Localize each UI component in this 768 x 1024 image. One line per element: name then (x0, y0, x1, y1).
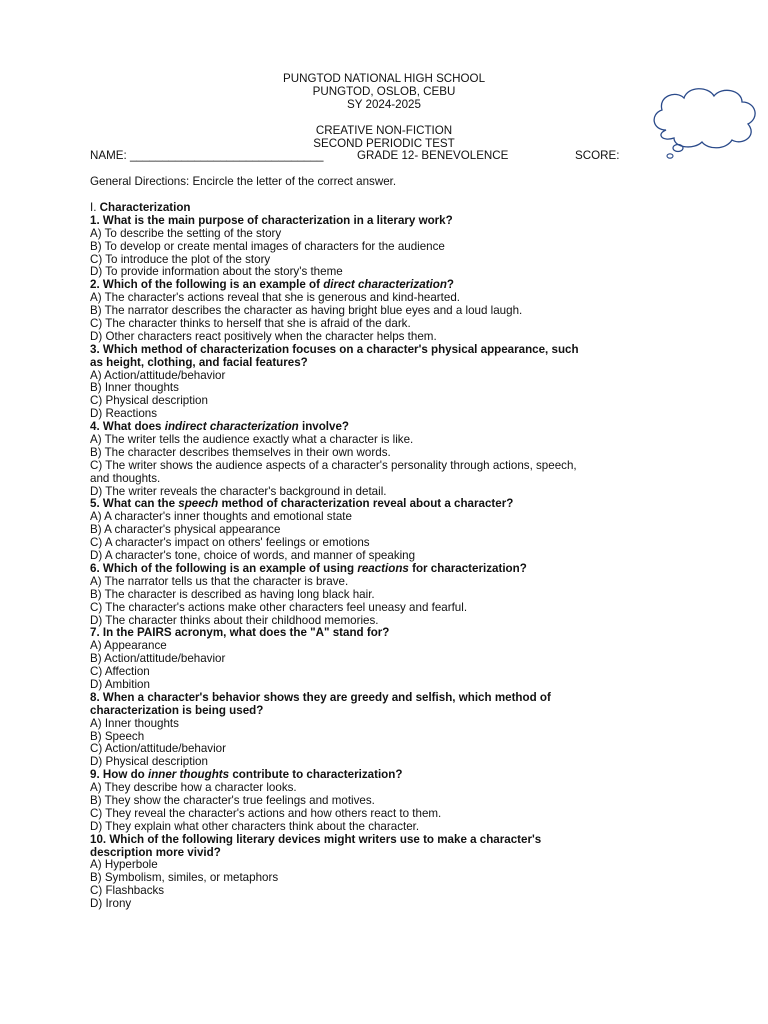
question-text: 1. What is the main purpose of characterization in a literary work? (90, 213, 453, 227)
question-text: 7. In the PAIRS acronym, what does the "A" stand for? (90, 626, 390, 640)
question-item (90, 769, 690, 833)
answer-choice[interactable]: C) Action/attitude/behavior (90, 742, 226, 756)
answer-choice[interactable]: C) The writer shows the audience aspects of a character's personality through actions, speech, (90, 458, 577, 472)
answer-choice[interactable]: D) They explain what other characters think about the character. (90, 819, 420, 833)
school-year: SY 2024-2025 (347, 98, 421, 111)
answer-choice[interactable]: A) The writer tells the audience exactly what a character is like. (90, 433, 414, 447)
answer-choice[interactable]: D) Physical description (90, 755, 208, 769)
general-directions: General Directions: Encircle the letter of the correct answer. (90, 175, 397, 188)
subject-title: CREATIVE NON-FICTION (315, 124, 453, 137)
answer-choice[interactable]: D) Ambition (90, 677, 150, 691)
answer-choice[interactable]: and thoughts. (90, 471, 161, 485)
answer-choice[interactable]: B) The character is described as having long black hair. (90, 587, 375, 601)
answer-choice[interactable]: B) They show the character's true feelings and motives. (90, 793, 375, 807)
question-text: 9. How do inner thoughts contribute to characterization? (90, 768, 403, 782)
question-item (90, 279, 690, 343)
answer-choice[interactable]: D) Irony (90, 897, 132, 911)
answer-choice[interactable]: B) Inner thoughts (90, 381, 179, 395)
answer-choice[interactable]: B) Action/attitude/behavior (90, 652, 226, 666)
answer-choice[interactable]: D) The writer reveals the character's background in detail. (90, 484, 387, 498)
question-text: 6. Which of the following is an example of using reactions for characterization? (90, 561, 527, 575)
question-text: 10. Which of the following literary devices might writers use to make a character's (90, 832, 542, 846)
grade-section: GRADE 12- BENEVOLENCE (357, 149, 509, 162)
question-text: characterization is being used? (90, 703, 264, 717)
question-text: 8. When a character's behavior shows they are greedy and selfish, which method of (90, 690, 551, 704)
question-text: 4. What does indirect characterization involve? (90, 420, 350, 434)
answer-choice[interactable]: B) The character describes themselves in their own words. (90, 445, 391, 459)
question-text: 3. Which method of characterization focuses on a character's physical appearance, such (90, 342, 579, 356)
name-label: NAME: ______________________________ (90, 149, 324, 162)
answer-choice[interactable]: A) Hyperbole (90, 858, 158, 872)
answer-choice[interactable]: D) Other characters react positively when the character helps them. (90, 329, 437, 343)
answer-choice[interactable]: C) Physical description (90, 394, 208, 408)
question-item (90, 563, 690, 627)
answer-choice[interactable]: D) To provide information about the story's theme (90, 265, 343, 279)
question-item (90, 498, 690, 562)
question-item (90, 627, 690, 691)
answer-choice[interactable]: D) The character thinks about their childhood memories. (90, 613, 379, 627)
school-address: PUNGTOD, OSLOB, CEBU (312, 85, 456, 98)
answer-choice[interactable]: B) Speech (90, 729, 145, 743)
questions-content (90, 202, 690, 911)
test-title: SECOND PERIODIC TEST (313, 137, 455, 150)
answer-choice[interactable]: B) Symbolism, similes, or metaphors (90, 871, 279, 885)
school-name: PUNGTOD NATIONAL HIGH SCHOOL (282, 72, 486, 85)
question-item (90, 692, 690, 769)
answer-choice[interactable]: A) Inner thoughts (90, 716, 179, 730)
answer-choice[interactable]: C) A character's impact on others' feelings or emotions (90, 536, 370, 550)
question-list (90, 215, 690, 911)
answer-choice[interactable]: B) The narrator describes the character as having bright blue eyes and a loud laugh. (90, 304, 523, 318)
answer-choice[interactable]: A) Action/attitude/behavior (90, 368, 226, 382)
answer-choice[interactable]: A) The narrator tells us that the character is brave. (90, 574, 349, 588)
student-info-line (90, 150, 730, 163)
question-item (90, 215, 690, 279)
section-heading: I. Characterization (90, 201, 191, 214)
question-text: 5. What can the speech method of characterization reveal about a character? (90, 497, 514, 511)
answer-choice[interactable]: B) To develop or create mental images of characters for the audience (90, 239, 445, 253)
answer-choice[interactable]: D) Reactions (90, 407, 158, 421)
score-label: SCORE: (575, 149, 620, 162)
question-text: as height, clothing, and facial features? (90, 355, 308, 369)
name-blank[interactable]: ______________________________ (129, 149, 324, 162)
answer-choice[interactable]: B) A character's physical appearance (90, 523, 281, 537)
answer-choice[interactable]: C) Flashbacks (90, 884, 165, 898)
question-item (90, 421, 690, 498)
answer-choice[interactable]: A) They describe how a character looks. (90, 781, 297, 795)
question-item (90, 344, 690, 421)
answer-choice[interactable]: A) To describe the setting of the story (90, 226, 282, 240)
question-text: description more vivid? (90, 845, 221, 859)
answer-choice[interactable]: C) The character's actions make other characters feel uneasy and fearful. (90, 600, 468, 614)
answer-choice[interactable]: A) A character's inner thoughts and emotional state (90, 510, 352, 524)
answer-choice[interactable]: A) Appearance (90, 639, 167, 653)
answer-choice[interactable]: C) To introduce the plot of the story (90, 252, 271, 266)
answer-choice[interactable]: C) The character thinks to herself that she is afraid of the dark. (90, 317, 411, 331)
answer-choice[interactable]: D) A character's tone, choice of words, and manner of speaking (90, 549, 416, 563)
question-text: 2. Which of the following is an example of direct characterization? (90, 278, 454, 292)
answer-choice[interactable]: C) They reveal the character's actions and how others react to them. (90, 806, 442, 820)
answer-choice[interactable]: C) Affection (90, 665, 150, 679)
question-item (90, 834, 690, 911)
answer-choice[interactable]: A) The character's actions reveal that she is generous and kind-hearted. (90, 291, 460, 305)
